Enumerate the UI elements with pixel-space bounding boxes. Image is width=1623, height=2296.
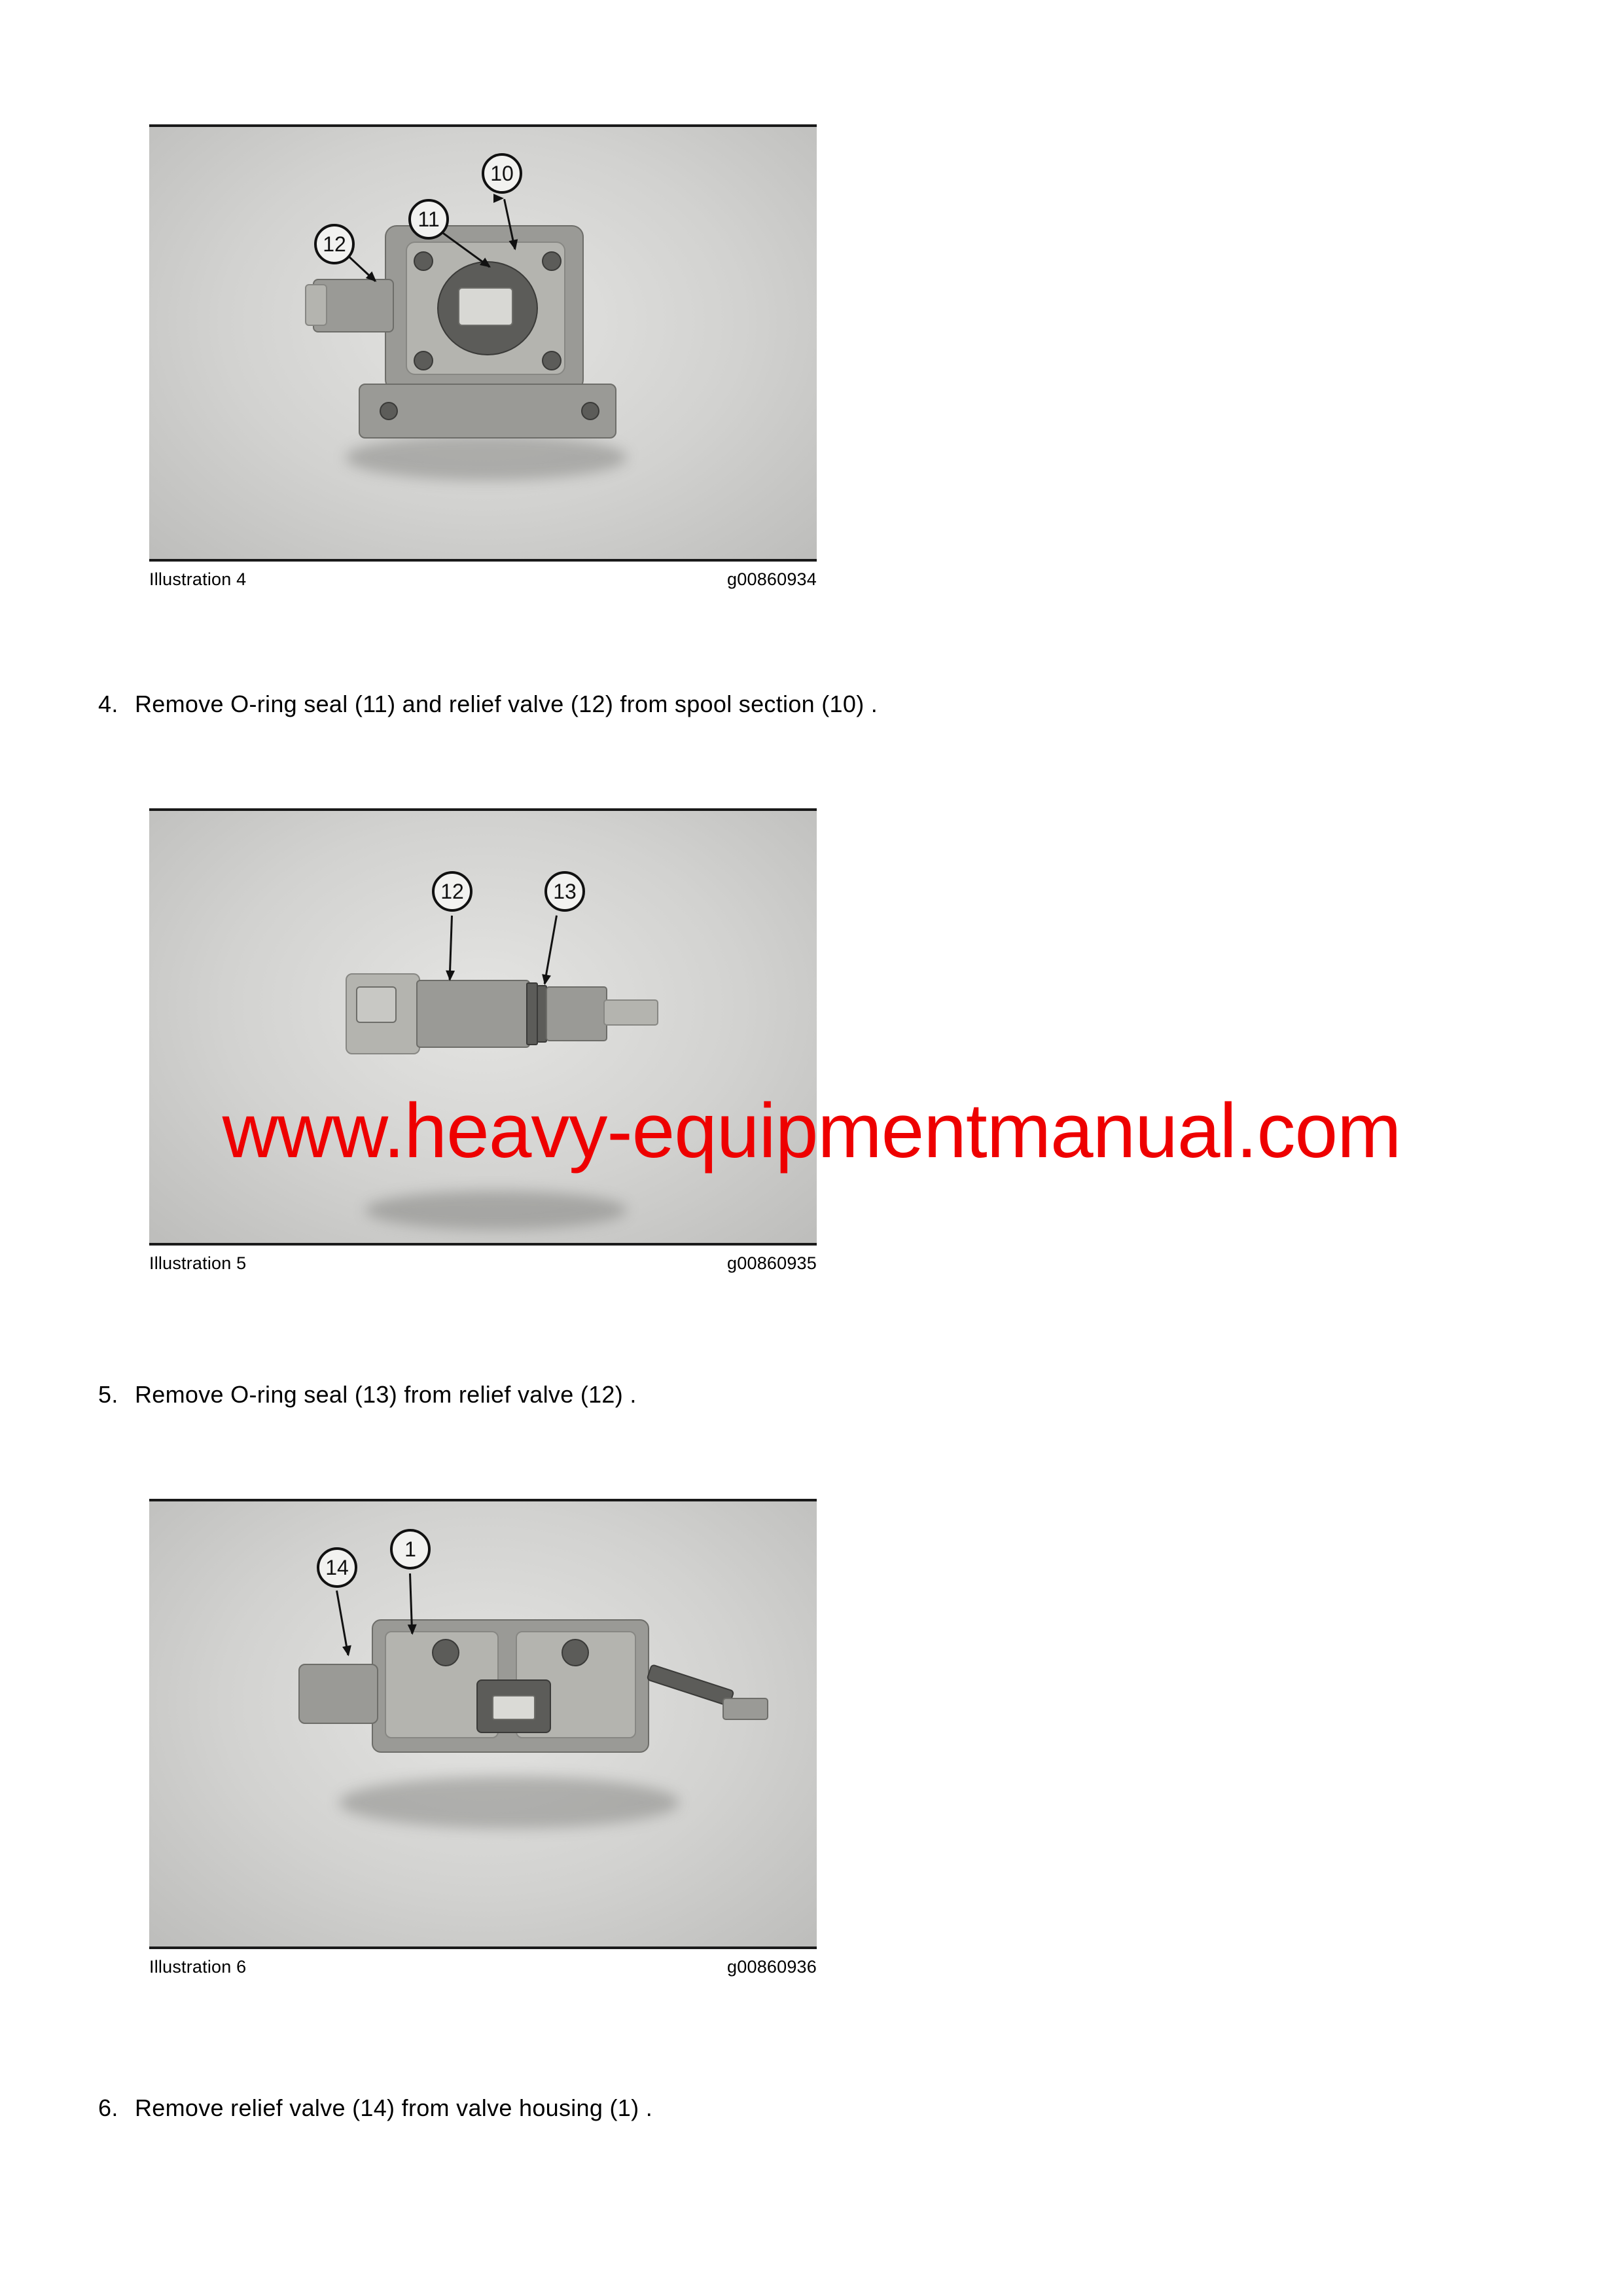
step-5-text: Remove O-ring seal (13) from relief valve (12) . [135, 1381, 637, 1408]
bolt-hole [542, 251, 562, 271]
leader-1 [409, 1573, 413, 1634]
caption-label: Illustration 4 [149, 569, 247, 589]
relief-valve-hex [305, 284, 327, 326]
figure-block-1 [149, 124, 817, 590]
step-4-text: Remove O-ring seal (11) and relief valve (12) from spool section (10) . [135, 691, 878, 717]
illustration-6-caption [149, 1949, 817, 1977]
step-4 [98, 691, 878, 718]
photo-shadow [339, 1776, 679, 1829]
bolt-hole [414, 251, 433, 271]
caption-label: Illustration 6 [149, 1957, 247, 1977]
watermark-text: www.heavy-equipmentmanual.com [222, 1088, 1401, 1174]
spool-slot [458, 287, 513, 326]
port-hole [432, 1639, 459, 1666]
linkage-rod [646, 1664, 734, 1707]
illustration-4-caption [149, 562, 817, 590]
illustration-5-caption [149, 1246, 817, 1274]
illustration-4-image [149, 127, 817, 559]
hex-socket [356, 986, 397, 1023]
relief-valve-14 [298, 1664, 378, 1724]
linkage-clevis [722, 1698, 768, 1720]
flange-hole [581, 402, 599, 420]
illustration-6-image [149, 1501, 817, 1946]
photo-shadow [365, 1191, 627, 1230]
callout-11: 11 [408, 199, 449, 240]
step-6 [98, 2094, 652, 2122]
port-hole [562, 1639, 589, 1666]
step-5-number: 5. [98, 1381, 118, 1408]
caption-id: g00860935 [727, 1253, 817, 1273]
bolt-hole [542, 351, 562, 370]
step-5 [98, 1381, 637, 1408]
valve-stem [603, 999, 658, 1026]
step-6-number: 6. [98, 2094, 118, 2121]
leader-14 [336, 1590, 349, 1655]
step-4-number: 4. [98, 691, 118, 717]
figure-block-2 [149, 808, 817, 1274]
callout-1: 1 [390, 1529, 431, 1570]
leader-13 [544, 915, 558, 984]
caption-id: g00860934 [727, 569, 817, 589]
step-6-text: Remove relief valve (14) from valve housing (1) . [135, 2094, 653, 2121]
callout-10: 10 [482, 153, 522, 194]
valve-threads [546, 986, 607, 1041]
caption-label: Illustration 5 [149, 1253, 247, 1273]
photo-shadow [346, 435, 627, 480]
flange-hole [380, 402, 398, 420]
callout-12: 12 [314, 224, 355, 264]
figure-block-3 [149, 1499, 817, 1977]
bolt-hole [414, 351, 433, 370]
callout-14: 14 [317, 1547, 357, 1588]
relief-valve-body [416, 980, 530, 1048]
callout-13: 13 [544, 871, 585, 912]
illustration-5-image [149, 811, 817, 1243]
leader-12 [449, 916, 453, 980]
caption-id: g00860936 [727, 1957, 817, 1977]
callout-12: 12 [432, 871, 473, 912]
spool-slot [492, 1695, 535, 1720]
